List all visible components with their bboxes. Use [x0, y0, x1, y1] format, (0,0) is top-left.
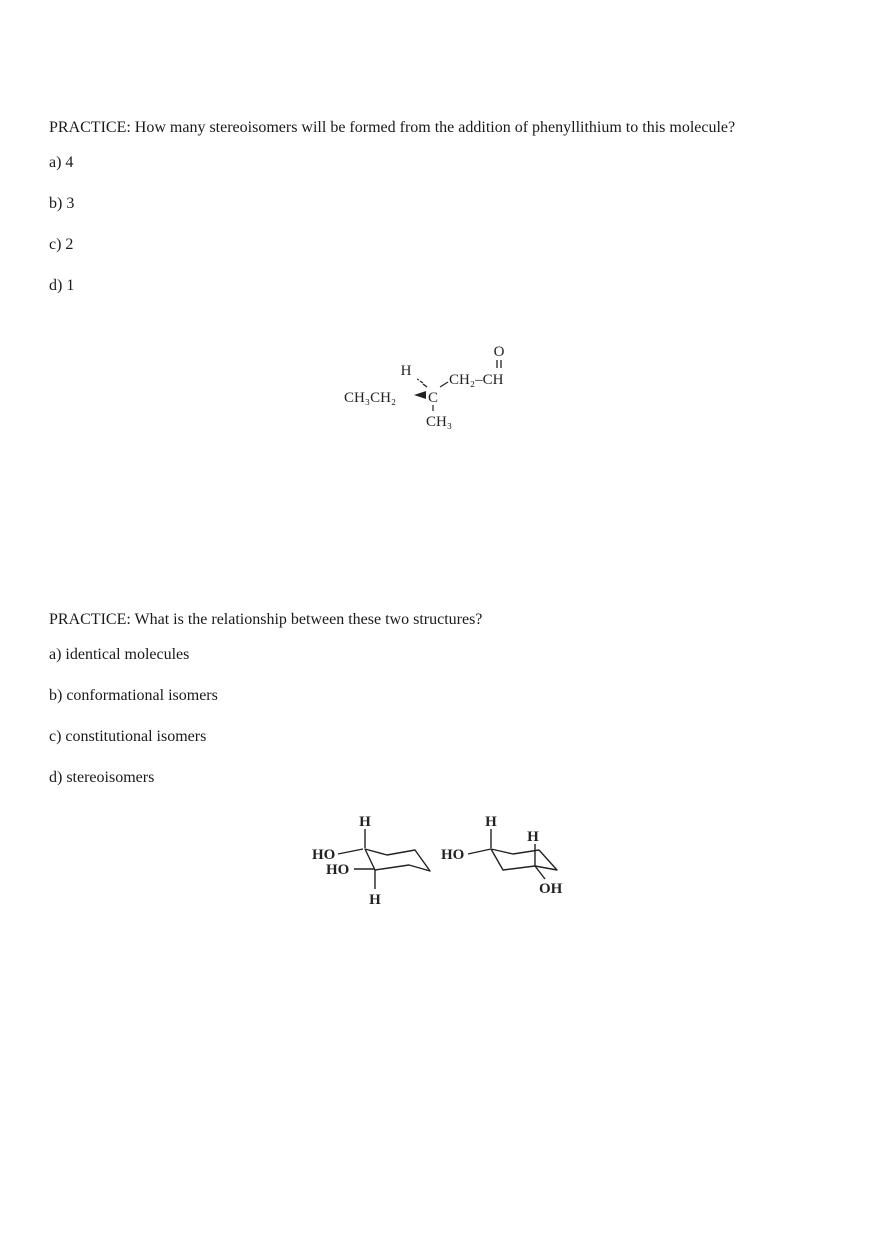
left-chair-structure: [312, 814, 430, 908]
stereocenter-hydrogen-label: H: [400, 363, 412, 379]
ethyl-group-label: CH₃CH₂: [344, 390, 397, 406]
right-hydroxyl-bond: [468, 849, 491, 854]
question-2-option-a[interactable]: a) identical molecules: [49, 646, 190, 663]
left-bottom-hydrogen-label: H: [369, 892, 381, 908]
hashed-bond-3: [423, 384, 427, 387]
left-top-hydrogen-label: H: [359, 814, 371, 830]
question-2-prompt: PRACTICE: What is the relationship between these two structures?: [49, 611, 483, 628]
hashed-bond-2: [420, 381, 423, 383]
right-hydroxyl-oh-label: OH: [539, 881, 563, 897]
cyclohexane-diol-figure: [305, 806, 580, 914]
question-2: [49, 608, 769, 809]
aldehyde-structure-svg: [340, 338, 540, 438]
right-chair-structure: [441, 814, 563, 897]
methyl-group-label: CH₃: [426, 414, 453, 430]
question-1-prompt: PRACTICE: How many stereoisomers will be formed from the addition of phenyllithium to this molecule?: [49, 119, 736, 136]
right-axial-hydrogen-label: H: [527, 829, 539, 845]
cyclohexane-diol-svg: [305, 806, 580, 914]
question-1-option-b[interactable]: b) 3: [49, 195, 75, 212]
right-top-hydrogen-label: H: [485, 814, 497, 830]
question-1-option-a[interactable]: a) 4: [49, 154, 74, 171]
question-2-option-b[interactable]: b) conformational isomers: [49, 687, 218, 704]
right-hydroxyl-label: HO: [441, 847, 465, 863]
ch2-ch-label: CH₂–CH: [449, 372, 504, 388]
left-hydroxyl-2-label: HO: [326, 862, 350, 878]
left-chair-ring: [365, 849, 430, 871]
wedge-bond: [414, 391, 426, 399]
carbonyl-oxygen-label: O: [493, 344, 505, 360]
question-2-option-d[interactable]: d) stereoisomers: [49, 769, 155, 786]
right-chair-ring: [491, 849, 557, 870]
question-1-option-d[interactable]: d) 1: [49, 277, 75, 294]
hashed-bond-1: [417, 379, 419, 380]
question-1-option-c[interactable]: c) 2: [49, 236, 74, 253]
question-1: [49, 116, 769, 317]
question-2-option-c[interactable]: c) constitutional isomers: [49, 728, 207, 745]
left-hydroxyl-1-label: HO: [312, 847, 336, 863]
bond-to-ch2: [440, 382, 448, 387]
aldehyde-structure-figure: [340, 338, 540, 438]
stereocenter-carbon-label: C: [427, 390, 439, 406]
left-hydroxyl-1-bond: [338, 849, 363, 854]
